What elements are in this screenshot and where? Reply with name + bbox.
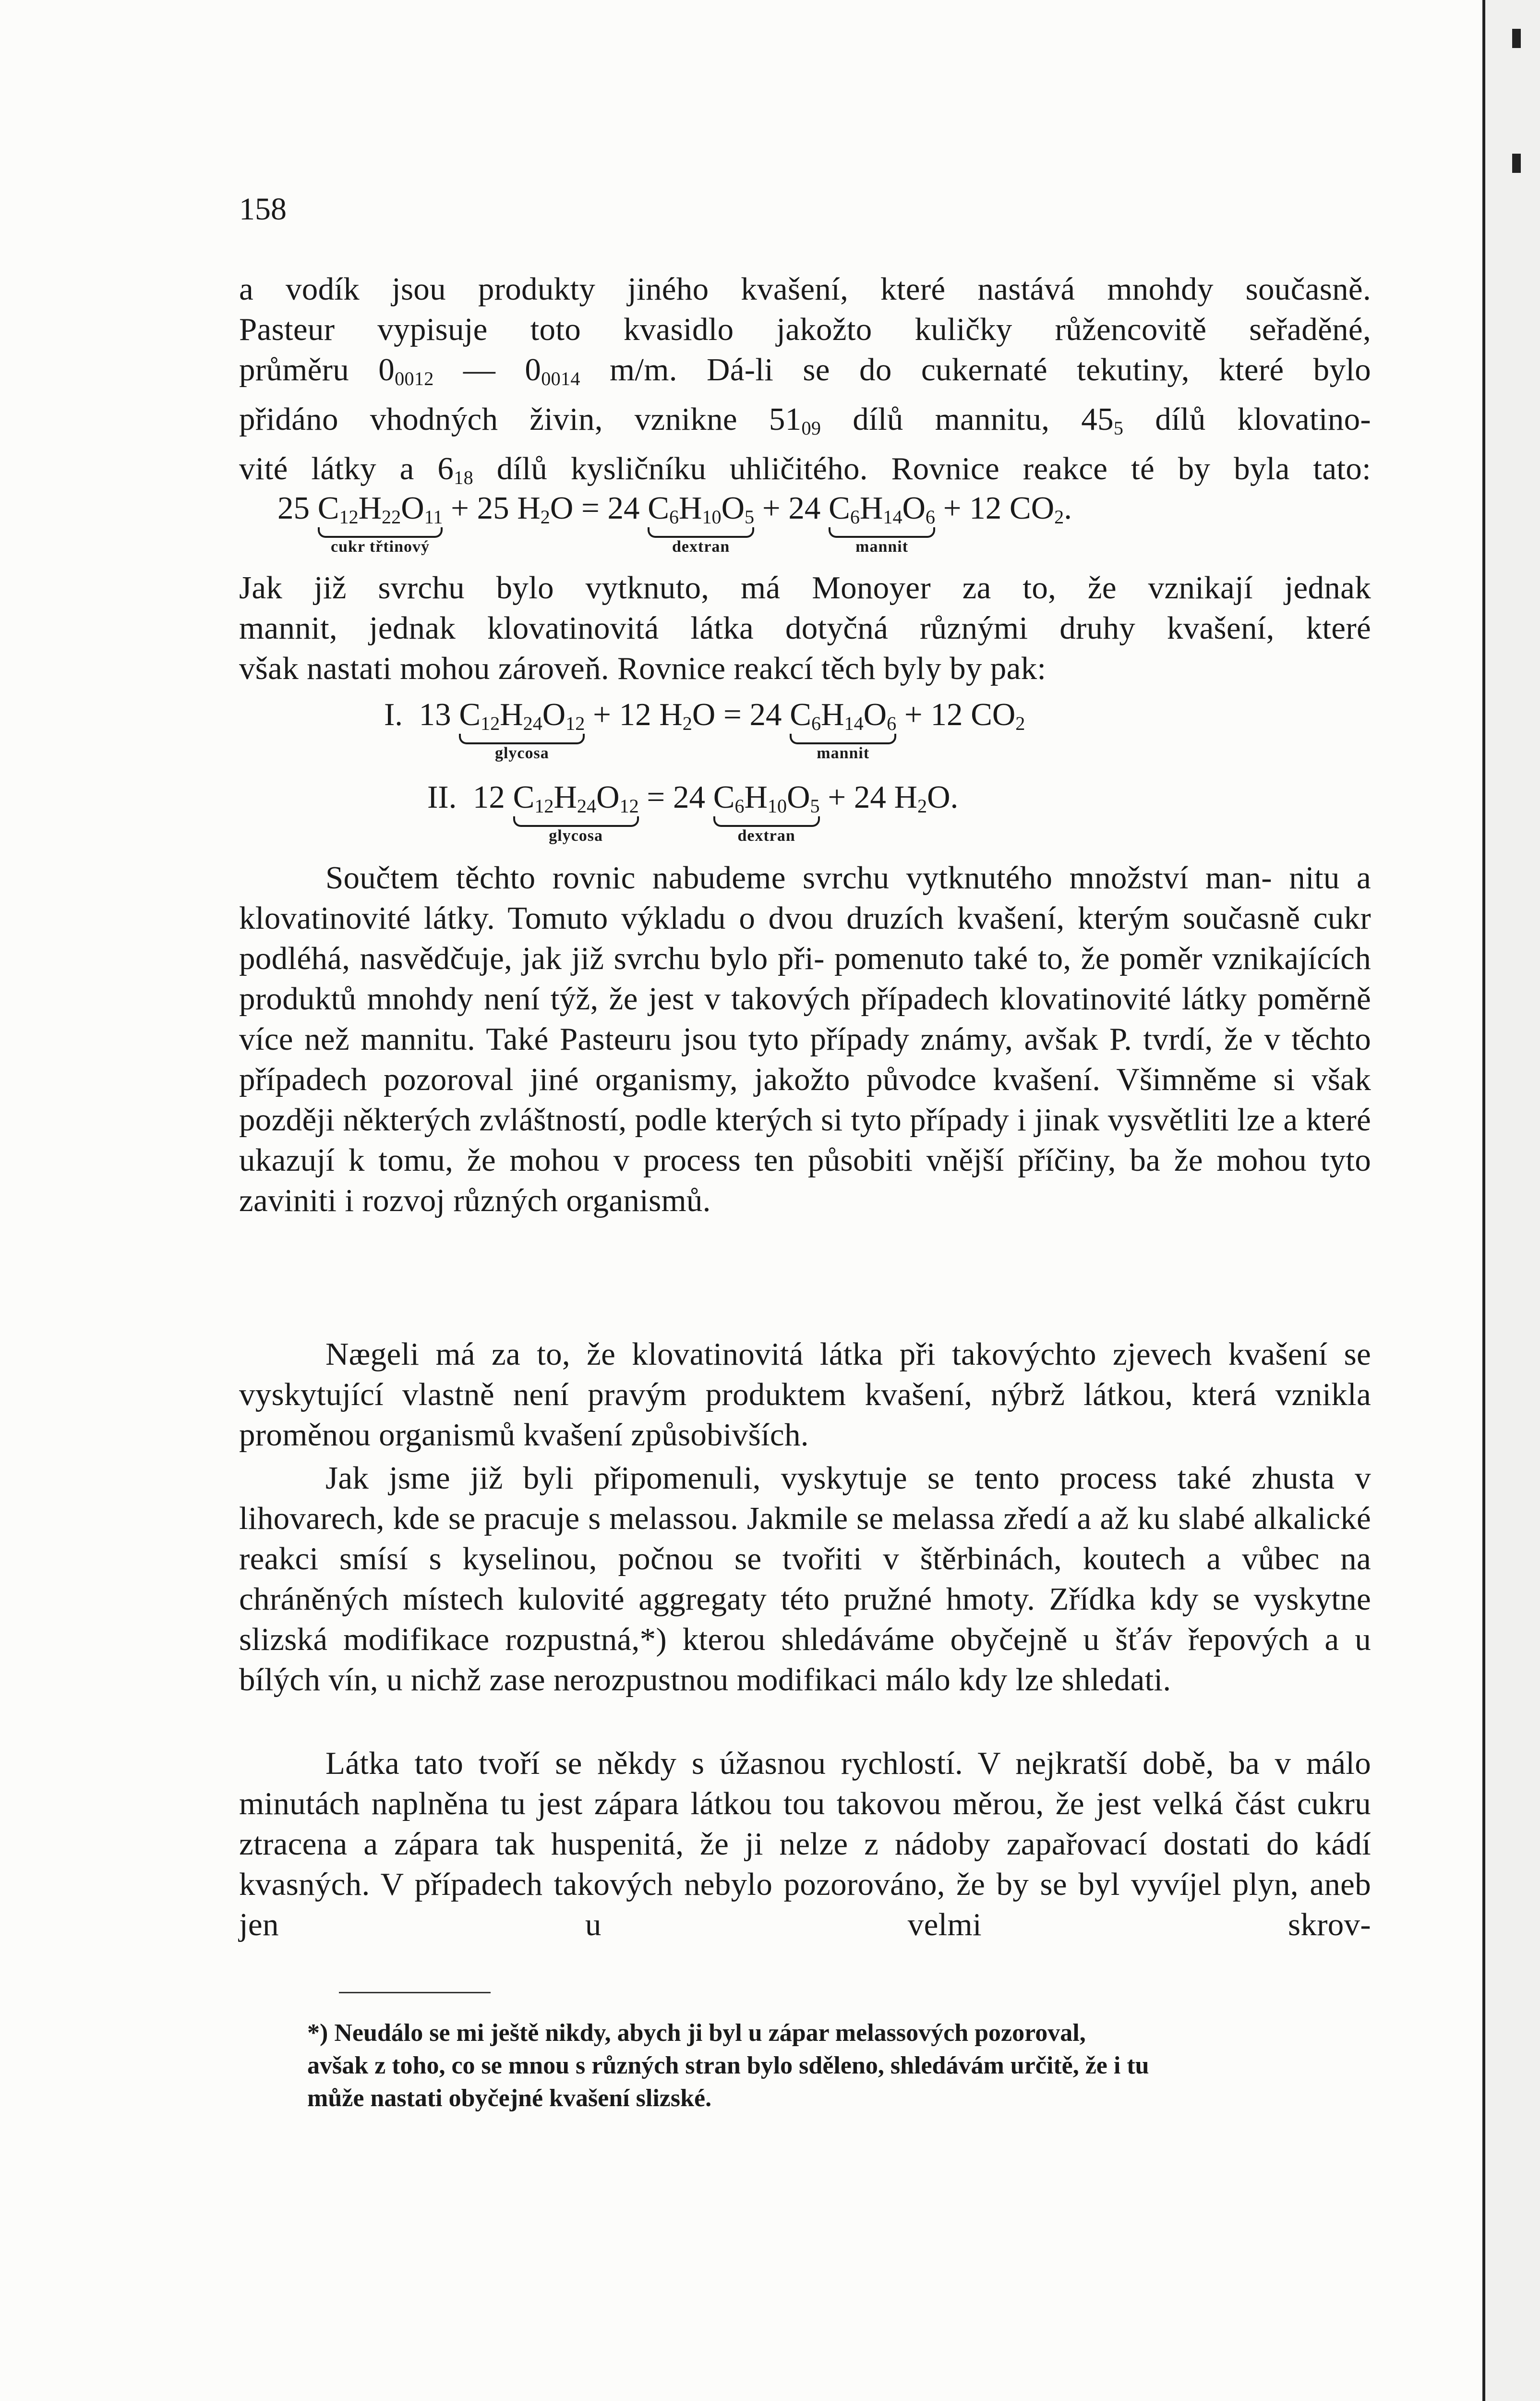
text-line: přidáno vhodných živin, vznikne $51_{09}$ dílů mannitu, $45_5$ dílů klovatino- bbox=[239, 401, 1371, 439]
paragraph-1 bbox=[239, 269, 1371, 498]
text-line: Pasteur vypisuje toto kvasidlo jakožto kuličky růžencovitě seřaděné, bbox=[239, 312, 1371, 347]
text-line: a vodík jsou produkty jiného kvašení, které nastává mnohdy současně. bbox=[239, 271, 1371, 307]
formula-label: dextran bbox=[672, 538, 730, 556]
edge-mark bbox=[1512, 29, 1521, 48]
footnote-rule bbox=[339, 1992, 491, 1993]
adjacent-page-edge bbox=[1482, 0, 1540, 2401]
footnote-line: *) Neudálo se mi ještě nikdy, abych ji byl u zápar melassových pozoroval, bbox=[307, 2019, 1086, 2047]
formula-dextran: $C_6H_{10}O_5$ dextran bbox=[648, 490, 754, 528]
formula-label: glycosa bbox=[494, 744, 549, 762]
edge-mark bbox=[1512, 154, 1521, 173]
text-line: vité látky a $6_{18}$ dílů kysličníku uhličitého. Rovnice reakce té by byla tato: bbox=[239, 451, 1371, 489]
formula-glycosa: $C_{12}H_{24}O_{12}$ glycosa bbox=[513, 779, 639, 817]
paragraph-6: Látka tato tvoří se někdy s úžasnou rychlostí. V nejkratší době, ba v málo minutách naplněna tu jest zápara látkou tou takovou měrou, že jest velká část cukru ztracena a zápara tak huspenitá, že ji nelze z nádoby zapařovací dostati do kádí kvasných. V případech takových nebylo pozorováno, že by se byl vyvíjel plyn, aneb jen u velmi skrov- bbox=[239, 1746, 1371, 1942]
formula-label: mannit bbox=[817, 744, 870, 762]
text-line: průměru $0_{0012}$ — $0_{0014}$ m/m. Dá-li se do cukernaté tekutiny, které bylo bbox=[239, 352, 1371, 390]
footnote-line: avšak z toho, co se mnou s různých stran bylo sděleno, shledávám určitě, že i tu bbox=[307, 2052, 1149, 2079]
text-line: však nastati mohou zároveň. Rovnice reakcí těch byly by pak: bbox=[239, 651, 1047, 686]
footnote bbox=[307, 2017, 1372, 2115]
formula-dextran: $C_6H_{10}O_5$ dextran bbox=[713, 779, 820, 817]
equation-main: 25 $C_{12}H_{22}O_{11}$ cukr třtinový + 25 $H_2O = 24$ $C_6H_{10}O_5$ dextran + 24 $C_6H_{14}O_6$ mannit + 12 $CO_2$. bbox=[277, 490, 1072, 556]
footnote-line: může nastati obyčejné kvašení slizské. bbox=[307, 2085, 712, 2112]
equation-1: I. 13 $C_{12}H_{24}O_{12}$ glycosa + 12 $H_2O = 24$ $C_6H_{14}O_6$ mannit + 12 $CO_2$ bbox=[384, 697, 1025, 762]
formula-glycosa: $C_{12}H_{24}O_{12}$ glycosa bbox=[459, 696, 585, 735]
formula-label: mannit bbox=[855, 538, 909, 556]
page-number: 158 bbox=[239, 192, 287, 227]
paragraph-2 bbox=[239, 568, 1371, 689]
formula-mannit: $C_6H_{14}O_6$ mannit bbox=[790, 696, 896, 735]
text-line: mannit, jednak klovatinovitá látka dotyčná různými druhy kvašení, které bbox=[239, 610, 1371, 646]
formula-label: glycosa bbox=[549, 827, 603, 845]
formula-label: cukr třtinový bbox=[331, 538, 430, 556]
paragraph-3: Součtem těchto rovnic nabudeme svrchu vytknutého množství man- nitu a klovatinovité látky. Tomuto výkladu o dvou druzích kvašení, kterým současně cukr podléhá, nasvědčuje, jak již svrchu bylo při- pomenuto také to, že poměr vznikajících produktů mnohdy není týž, že jest v takových případech klovatinovité látky poměrně více než mannitu. Také Pasteuru jsou tyto případy známy, avšak P. tvrdí, že v těchto případech pozoroval jiné organismy, jakožto původce kvašení. Všimněme si však později některých zvláštností, podle kterých si tyto případy i jinak vysvětliti lze a které ukazují k tomu, že mohou v process ten působiti vnější příčiny, ba že mohou tyto zaviniti i rozvoj různých organismů. bbox=[239, 860, 1372, 1218]
paragraph-4: Nægeli má za to, že klovatinovitá látka při takovýchto zjevech kvašení se vyskytující vlastně není pravým produktem kvašení, nýbrž látkou, která vznikla proměnou organismů kvašení způsobivších. bbox=[239, 1336, 1371, 1453]
formula-mannit: $C_6H_{14}O_6$ mannit bbox=[829, 490, 935, 528]
equation-2: II. 12 $C_{12}H_{24}O_{12}$ glycosa = 24 $C_6H_{10}O_5$ dextran + 24 $H_2O$. bbox=[427, 779, 959, 845]
formula-label: dextran bbox=[737, 827, 795, 845]
formula-cane-sugar: $C_{12}H_{22}O_{11}$ cukr třtinový bbox=[318, 490, 443, 528]
paragraph-5: Jak jsme již byli připomenuli, vyskytuje se tento process také zhusta v lihovarech, kde se pracuje s melassou. Jakmile se melassa zředí a až ku slabé alkalické reakci smísí s kyselinou, počnou se tvořiti v štěrbinách, koutech a vůbec na chráněných místech kulovité aggregaty této pružné hmoty. Zřídka kdy se vyskytne slizská modifikace rozpustná,*) kterou shledáváme obyčejně u šťáv řepových a u bílých vín, u nichž zase nerozpustnou modifikaci málo kdy lze shledati. bbox=[239, 1460, 1371, 1698]
text-line: Jak již svrchu bylo vytknuto, má Monoyer za to, že vznikají jednak bbox=[239, 570, 1371, 606]
